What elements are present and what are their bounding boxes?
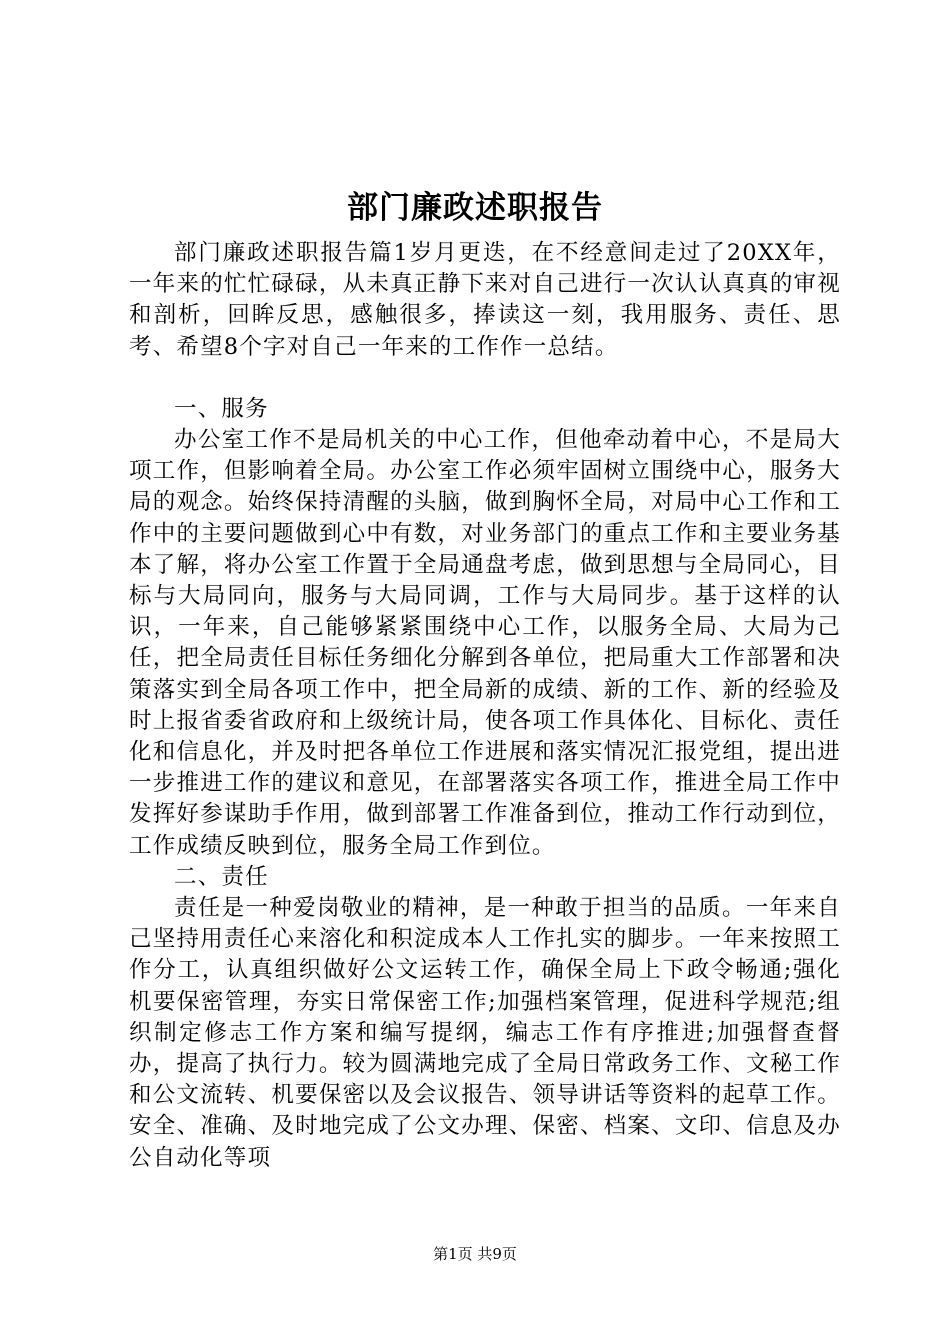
section-heading-responsibility: 二、责任 xyxy=(174,863,269,890)
intro-paragraph: 部门廉政述职报告篇1岁月更迭，在不经意间走过了20XX年，一年来的忙忙碌碌，从未真正静下来对自己进行一次认认真真的审视和剖析，回眸反思，感触很多，捧读这一刻，我用服务、责任、思考、希望8个字对自己一年来的工作作一总结。 xyxy=(129,240,841,360)
responsibility-paragraph: 责任是一种爱岗敬业的精神，是一种敢于担当的品质。一年来自己坚持用责任心来溶化和积淀成本人工作扎实的脚步。一年来按照工作分工，认真组织做好公文运转工作，确保全局上下政令畅通;强化机要保密管理，夯实日常保密工作;加强档案管理，促进科学规范;组织制定修志工作方案和编写提纲，编志工作有序推进;加强督查督办，提高了执行力。较为圆满地完成了全局日常政务工作、文秘工作和公文流转、机要保密以及会议报告、领导讲话等资料的起草工作。安全、准确、及时地完成了公文办理、保密、档案、文印、信息及办公自动化等项 xyxy=(129,895,841,1171)
service-paragraph: 办公室工作不是局机关的中心工作，但他牵动着中心，不是局大项工作，但影响着全局。办公室工作必须牢固树立围绕中心，服务大局的观念。始终保持清醒的头脑，做到胸怀全局，对局中心工作和工作中的主要问题做到心中有数，对业务部门的重点工作和主要业务基本了解，将办公室工作置于全局通盘考虑，做到思想与全局同心，目标与大局同向，服务与大局同调，工作与大局同步。基于这样的认识，一年来，自己能够紧紧围绕中心工作，以服务全局、大局为己任，把全局责任目标任务细化分解到各单位，把局重大工作部署和决策落实到全局各项工作中，把全局新的成绩、新的工作、新的经验及时上报省委省政府和上级统计局，使各项工作具体化、目标化、责任化和信息化，并及时把各单位工作进展和落实情况汇报党组，提出进一步推进工作的建议和意见，在部署落实各项工作，推进全局工作中发挥好参谋助手作用，做到部署工作准备到位，推动工作行动到位，工作成绩反映到位，服务全局工作到位。 xyxy=(129,427,841,859)
section-heading-service: 一、服务 xyxy=(174,395,269,422)
page-footer: 第1页 共9页 xyxy=(433,1245,517,1263)
document-title: 部门廉政述职报告 xyxy=(347,190,603,226)
document-body xyxy=(129,238,841,1174)
